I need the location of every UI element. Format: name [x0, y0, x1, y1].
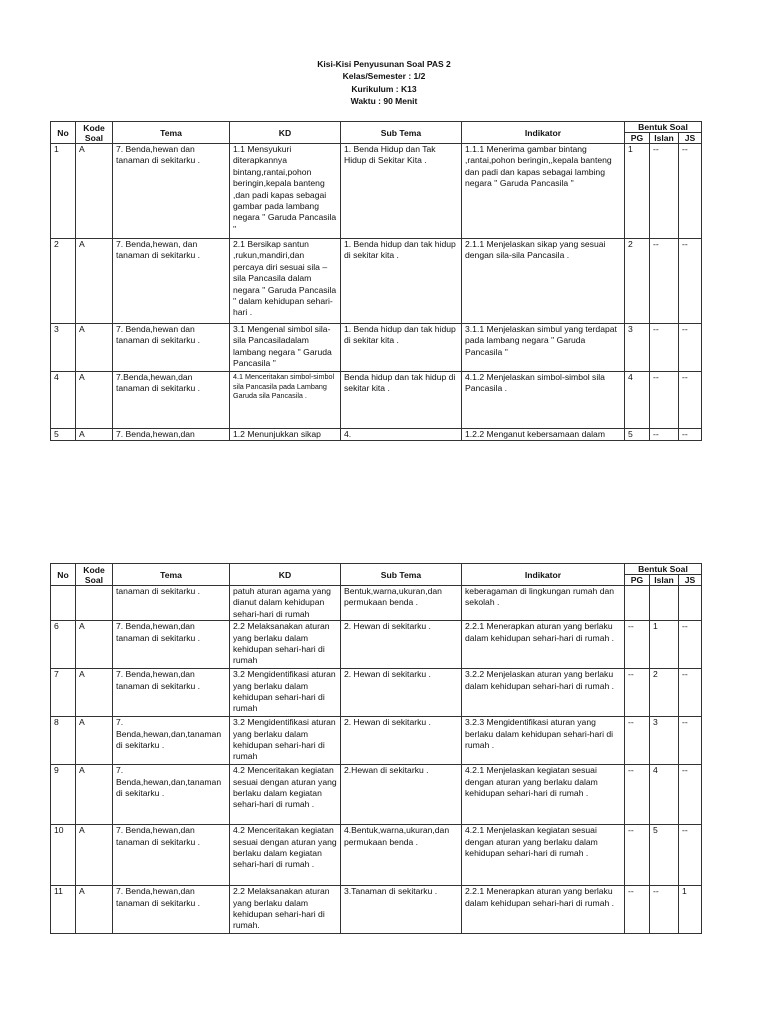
cell-indikator: keberagaman di lingkungan rumah dan sekolah . [462, 586, 625, 621]
kisi-kisi-table-1 [50, 121, 702, 441]
cell-sub-tema: 2. Hewan di sekitarku . [341, 717, 462, 765]
cell-tema: 7. Benda,hewan,dan tanaman di sekitarku . [113, 621, 230, 669]
header-sub-tema: Sub Tema [341, 564, 462, 586]
cell-tema: 7. Benda,hewan dan tanaman di sekitarku . [113, 144, 230, 239]
table-row [51, 372, 702, 429]
document-title: Kisi-Kisi Penyusunan Soal PAS 2 [317, 59, 451, 69]
cell-no: 4 [51, 372, 76, 429]
header-kd: KD [230, 564, 341, 586]
cell-islan: -- [650, 239, 679, 324]
cell-sub-tema: 2.Hewan di sekitarku . [341, 765, 462, 825]
table-row [51, 886, 702, 934]
cell-no [51, 586, 76, 621]
cell-kd: 4.1 Menceritakan simbol-simbol sila Pancasila pada Lambang Garuda sila Pancasila . [230, 372, 341, 429]
cell-no: 7 [51, 669, 76, 717]
cell-pg: 2 [625, 239, 650, 324]
cell-islan: -- [650, 144, 679, 239]
header-tema: Tema [113, 122, 230, 144]
cell-pg: 3 [625, 324, 650, 372]
cell-sub-tema: 3.Tanaman di sekitarku . [341, 886, 462, 934]
cell-sub-tema: 2. Hewan di sekitarku . [341, 621, 462, 669]
cell-js: -- [679, 621, 702, 669]
cell-tema: 7. Benda,hewan,dan,tanaman di sekitarku . [113, 765, 230, 825]
cell-pg: 5 [625, 429, 650, 441]
cell-kd: 1.2 Menunjukkan sikap [230, 429, 341, 441]
cell-no: 3 [51, 324, 76, 372]
header-pg: PG [625, 575, 650, 586]
cell-sub-tema: 1. Benda Hidup dan Tak Hidup di Sekitar Kita . [341, 144, 462, 239]
cell-no: 10 [51, 825, 76, 886]
cell-tema: tanaman di sekitarku . [113, 586, 230, 621]
cell-tema: 7. Benda,hewan,dan,tanaman di sekitarku . [113, 717, 230, 765]
cell-kd: 3.2 Mengidentifikasi aturan yang berlaku dalam kehidupan sehari-hari di rumah [230, 717, 341, 765]
cell-sub-tema: 2. Hewan di sekitarku . [341, 669, 462, 717]
header-pg: PG [625, 133, 650, 144]
cell-pg: -- [625, 765, 650, 825]
table-row [51, 429, 702, 441]
cell-indikator: 4.1.2 Menjelaskan simbol-simbol sila Pancasila . [462, 372, 625, 429]
cell-islan: -- [650, 324, 679, 372]
cell-js: -- [679, 239, 702, 324]
cell-kd: 1.1 Mensyukuri diterapkannya bintang,rantai,pohon beringin,kepala banteng ,dan padi kapas sebagai gambar pada lambang negara '' Garuda Pancasila '' [230, 144, 341, 239]
header-tema: Tema [113, 564, 230, 586]
cell-sub-tema: 4. [341, 429, 462, 441]
class-semester: Kelas/Semester : 1/2 [342, 71, 426, 82]
cell-no: 1 [51, 144, 76, 239]
cell-kode: A [76, 324, 113, 372]
table-row [51, 825, 702, 886]
header-indikator: Indikator [462, 122, 625, 144]
cell-islan: 5 [650, 825, 679, 886]
cell-tema: 7.Benda,hewan,dan tanaman di sekitarku . [113, 372, 230, 429]
cell-tema: 7. Benda,hewan,dan [113, 429, 230, 441]
cell-kode: A [76, 372, 113, 429]
cell-indikator: 3.1.1 Menjelaskan simbul yang terdapat pada lambang negara '' Garuda Pancasila '' [462, 324, 625, 372]
table-row [51, 621, 702, 669]
cell-kode: A [76, 429, 113, 441]
header-islan: Islan [650, 575, 679, 586]
cell-indikator: 2.2.1 Menerapkan aturan yang berlaku dalam kehidupan sehari-hari di rumah . [462, 621, 625, 669]
cell-pg: 1 [625, 144, 650, 239]
cell-sub-tema: 1. Benda hidup dan tak hidup di sekitar kita . [341, 239, 462, 324]
header-no: No [51, 564, 76, 586]
cell-pg: -- [625, 621, 650, 669]
cell-js: -- [679, 717, 702, 765]
cell-sub-tema: Bentuk,warna,ukuran,dan permukaan benda . [341, 586, 462, 621]
cell-kode: A [76, 621, 113, 669]
header-bentuk-soal: Bentuk Soal [625, 564, 702, 575]
cell-kd: 2.2 Melaksanakan aturan yang berlaku dalam kehidupan sehari-hari di rumah. [230, 886, 341, 934]
cell-js [679, 586, 702, 621]
header-kd: KD [230, 122, 341, 144]
cell-indikator: 4.2.1 Menjelaskan kegiatan sesuai dengan aturan yang berlaku dalam kehidupan sehari-hari di rumah . [462, 765, 625, 825]
cell-islan [650, 586, 679, 621]
cell-kd: 4.2 Menceritakan kegiatan sesuai dengan aturan yang berlaku dalam kegiatan sehari-hari di rumah . [230, 765, 341, 825]
cell-no: 2 [51, 239, 76, 324]
cell-sub-tema: Benda hidup dan tak hidup di sekitar kita . [341, 372, 462, 429]
cell-tema: 7. Benda,hewan dan tanaman di sekitarku . [113, 324, 230, 372]
header-js: JS [679, 133, 702, 144]
cell-no: 11 [51, 886, 76, 934]
header-no: No [51, 122, 76, 144]
cell-js: -- [679, 765, 702, 825]
header-sub-tema: Sub Tema [341, 122, 462, 144]
cell-tema: 7. Benda,hewan,dan tanaman di sekitarku . [113, 669, 230, 717]
cell-kode: A [76, 669, 113, 717]
table-row [51, 144, 702, 239]
cell-js: -- [679, 144, 702, 239]
cell-pg: -- [625, 886, 650, 934]
cell-no: 5 [51, 429, 76, 441]
cell-tema: 7. Benda,hewan, dan tanaman di sekitarku . [113, 239, 230, 324]
cell-kd: 2.2 Melaksanakan aturan yang berlaku dalam kehidupan sehari-hari di rumah [230, 621, 341, 669]
cell-js: 1 [679, 886, 702, 934]
cell-sub-tema: 1. Benda hidup dan tak hidup di sekitar kita . [341, 324, 462, 372]
document-header [0, 58, 768, 108]
cell-islan: 2 [650, 669, 679, 717]
cell-kode: A [76, 765, 113, 825]
header-kode-soal: Kode Soal [76, 122, 113, 144]
cell-kode: A [76, 886, 113, 934]
cell-islan: -- [650, 372, 679, 429]
cell-indikator: 3.2.2 Menjelaskan aturan yang berlaku dalam kehidupan sehari-hari di rumah . [462, 669, 625, 717]
cell-islan: 4 [650, 765, 679, 825]
cell-kd: 2.1 Bersikap santun ,rukun,mandiri,dan percaya diri sesuai sila –sila Pancasila dalam negara '' Garuda Pancasila '' dalam kehidupan sehari-hari . [230, 239, 341, 324]
cell-pg: -- [625, 717, 650, 765]
cell-kd: patuh aturan agama yang dianut dalam kehidupan sehari-hari di rumah [230, 586, 341, 621]
cell-kd: 3.1 Mengenal simbol sila-sila Pancasiladalam lambang negara '' Garuda Pancasila '' [230, 324, 341, 372]
table-row [51, 239, 702, 324]
cell-kode: A [76, 144, 113, 239]
cell-indikator: 4.2.1 Menjelaskan kegiatan sesuai dengan aturan yang berlaku dalam kehidupan sehari-hari di rumah . [462, 825, 625, 886]
exam-time: Waktu : 90 Menit [350, 96, 418, 107]
cell-js: -- [679, 324, 702, 372]
cell-kd: 4.2 Menceritakan kegiatan sesuai dengan aturan yang berlaku dalam kegiatan sehari-hari di rumah . [230, 825, 341, 886]
table-row [51, 586, 702, 621]
cell-js: -- [679, 372, 702, 429]
cell-pg [625, 586, 650, 621]
cell-pg: 4 [625, 372, 650, 429]
header-indikator: Indikator [462, 564, 625, 586]
kisi-kisi-table-2 [50, 563, 702, 934]
cell-kode: A [76, 717, 113, 765]
cell-tema: 7. Benda,hewan,dan tanaman di sekitarku . [113, 825, 230, 886]
cell-indikator: 2.1.1 Menjelaskan sikap yang sesuai dengan sila-sila Pancasila . [462, 239, 625, 324]
cell-js: -- [679, 669, 702, 717]
cell-indikator: 1.2.2 Menganut kebersamaan dalam [462, 429, 625, 441]
cell-indikator: 1.1.1 Menerima gambar bintang ,rantai,pohon beringin,,kepala banteng dan padi dan kapas sebagai lambing negara '' Garuda Pancasila '' [462, 144, 625, 239]
cell-pg: -- [625, 825, 650, 886]
cell-no: 6 [51, 621, 76, 669]
cell-js: -- [679, 429, 702, 441]
header-js: JS [679, 575, 702, 586]
cell-islan: 1 [650, 621, 679, 669]
table-row [51, 324, 702, 372]
header-kode-soal: Kode Soal [76, 564, 113, 586]
cell-kode: A [76, 825, 113, 886]
cell-no: 9 [51, 765, 76, 825]
cell-kode [76, 586, 113, 621]
table-row [51, 765, 702, 825]
cell-kode: A [76, 239, 113, 324]
cell-tema: 7. Benda,hewan,dan tanaman di sekitarku . [113, 886, 230, 934]
cell-pg: -- [625, 669, 650, 717]
cell-islan: -- [650, 429, 679, 441]
table-row [51, 717, 702, 765]
header-islan: Islan [650, 133, 679, 144]
cell-no: 8 [51, 717, 76, 765]
header-bentuk-soal: Bentuk Soal [625, 122, 702, 133]
cell-islan: -- [650, 886, 679, 934]
cell-indikator: 3.2.3 Mengidentifikasi aturan yang berlaku dalam kehidupan sehari-hari di rumah . [462, 717, 625, 765]
cell-indikator: 2.2.1 Menerapkan aturan yang berlaku dalam kehidupan sehari-hari di rumah . [462, 886, 625, 934]
cell-kd: 3.2 Mengidentifikasi aturan yang berlaku dalam kehidupan sehari-hari di rumah [230, 669, 341, 717]
cell-sub-tema: 4.Bentuk,warna,ukuran,dan permukaan benda . [341, 825, 462, 886]
cell-js: -- [679, 825, 702, 886]
curriculum: Kurikulum : K13 [351, 83, 417, 94]
cell-islan: 3 [650, 717, 679, 765]
table-row [51, 669, 702, 717]
